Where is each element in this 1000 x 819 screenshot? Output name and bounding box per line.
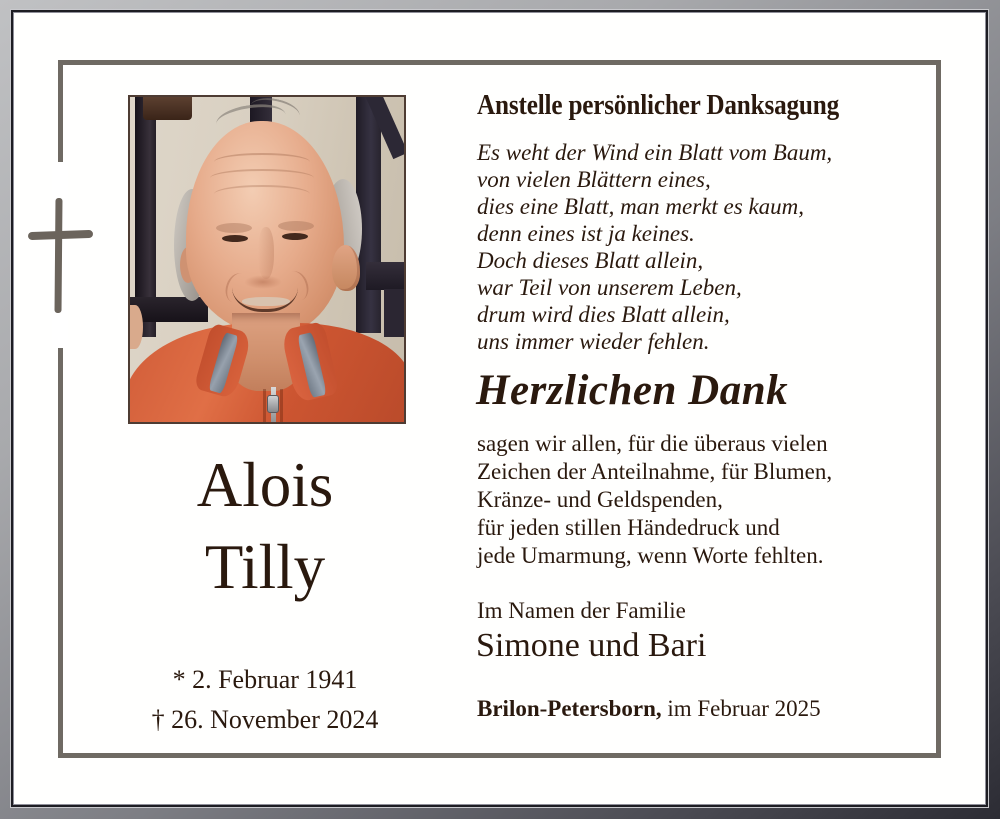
text-line: Es weht der Wind ein Blatt vom Baum, xyxy=(477,140,833,165)
deceased-first-name: Alois xyxy=(196,450,334,520)
background-detail xyxy=(130,305,143,349)
nose xyxy=(258,227,274,279)
text-line: war Teil von unserem Leben, xyxy=(477,275,742,300)
death-date: † 26. November 2024 xyxy=(151,705,379,734)
life-dates xyxy=(129,660,401,740)
text-line: von vielen Blättern eines, xyxy=(477,167,711,192)
portrait-photo xyxy=(128,95,406,424)
eyebrow xyxy=(278,221,314,231)
text-line: dies eine Blatt, man merkt es kaum, xyxy=(477,194,805,219)
text-line: für jeden stillen Händedruck und xyxy=(477,515,780,540)
text-line: jede Umarmung, wenn Worte fehlten. xyxy=(477,543,824,568)
text-line: Kränze- und Geldspenden, xyxy=(477,487,723,512)
deceased-last-name: Tilly xyxy=(204,532,326,602)
family-intro: Im Namen der Familie xyxy=(477,598,686,623)
closing-place: Brilon-Petersborn, xyxy=(477,696,662,721)
zipper-placket xyxy=(280,389,283,424)
forehead-wrinkle xyxy=(214,185,310,203)
thanks-heading: Herzlichen Dank xyxy=(476,367,789,414)
text-line: Doch dieses Blatt allein, xyxy=(477,248,704,273)
timber-beam xyxy=(384,289,406,337)
text-line: uns immer wieder fehlen. xyxy=(477,329,710,354)
family-names: Simone und Bari xyxy=(476,627,707,664)
notice-heading: Anstelle persönlicher Danksagung xyxy=(477,90,840,121)
text-line: drum wird dies Blatt allein, xyxy=(477,302,730,327)
cross-vertical-bar xyxy=(54,198,62,313)
eye xyxy=(222,235,248,242)
text-line: Zeichen der Anteilnahme, für Blumen, xyxy=(477,459,833,484)
zipper-pull xyxy=(267,395,279,413)
timber-beam xyxy=(143,97,192,120)
memorial-poem xyxy=(477,139,832,355)
birth-date: * 2. Februar 1941 xyxy=(172,665,358,694)
timber-beam xyxy=(366,262,406,290)
text-line: sagen wir allen, für die überaus vielen xyxy=(477,431,828,456)
thanks-text xyxy=(477,430,832,570)
eyebrow xyxy=(216,223,252,233)
text-line: denn eines ist ja keines. xyxy=(477,221,695,246)
ear xyxy=(332,245,360,291)
eye xyxy=(282,233,308,240)
zipper-placket xyxy=(263,389,266,424)
closing-line xyxy=(477,695,821,723)
closing-date: im Februar 2025 xyxy=(667,696,821,721)
